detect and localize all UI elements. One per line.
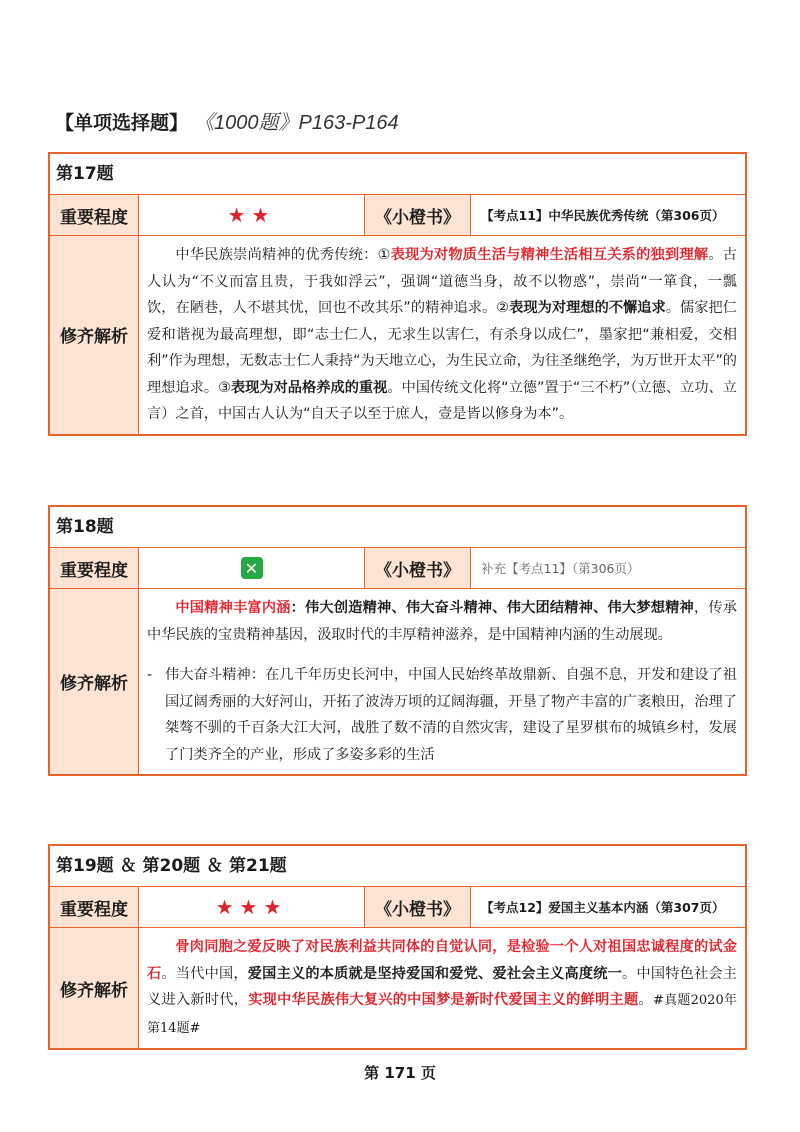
bold-text: 表现为对理想的不懈追求 bbox=[509, 300, 666, 316]
analysis-row bbox=[50, 589, 745, 774]
star-rating: ★★★ bbox=[139, 887, 365, 927]
exam-note: #真题2020年第14题# bbox=[147, 993, 737, 1036]
text-segment: 。儒家把仁爱和谐视为最高理想，即“志士仁人，无求生以害仁，有杀身以成仁”，墨家把“兼相爱，交相利”作为理想，无数志士仁人秉持“为天地立心，为生民立命，为往圣继绝学，为万世开太平”的理想追求。③ bbox=[147, 300, 737, 396]
bullet-text: 伟大奋斗精神：在几千年历史长河中，中国人民始终革故鼎新、自强不息，开发和建设了祖国辽阔秀丽的大好河山，开拓了波涛万顷的辽阔海疆，开垦了物产丰富的广袤粮田，治理了桀骜不驯的千百条大江大河，战胜了数不清的自然灾害，建设了星罗棋布的城镇乡村，发展了门类齐全的产业，形成了多姿多彩的生活 bbox=[165, 667, 737, 763]
cross-mark-icon: ✕ bbox=[241, 557, 263, 579]
importance-label: 重要程度 bbox=[50, 887, 139, 927]
highlight-text: 骨肉同胞之爱反映了对民族利益共同体的自觉认同，是检验一个人对祖国忠诚程度的试金石 bbox=[147, 939, 737, 982]
analysis-label: 修齐解析 bbox=[50, 928, 139, 1048]
reference-text: 【考点12】爱国主义基本内涵（第307页） bbox=[481, 900, 725, 915]
text-segment: ，传承中华民族的宝贵精神基因，汲取时代的丰厚精神滋养，是中国精神内涵的生动展现。 bbox=[147, 600, 737, 643]
analysis-label: 修齐解析 bbox=[50, 589, 139, 774]
highlight-text: 中国精神丰富内涵 bbox=[175, 600, 291, 616]
book-label: 《小橙书》 bbox=[365, 548, 471, 588]
question-type: 【单项选择题】 bbox=[55, 112, 189, 134]
analysis-paragraph bbox=[147, 934, 737, 1042]
question-card-19-21 bbox=[48, 844, 747, 1050]
star-rating: ★★ bbox=[139, 195, 365, 235]
bullet-item bbox=[147, 662, 737, 768]
importance-cell bbox=[139, 548, 365, 588]
text-segment: 。 bbox=[638, 992, 653, 1008]
analysis-body bbox=[139, 236, 745, 434]
question-card-17 bbox=[48, 152, 747, 436]
analysis-label: 修齐解析 bbox=[50, 236, 139, 434]
text-segment: 。中国传统文化将“立德”置于“三不朽”（立德、立功、立言）之首，中国古人认为“自天子以至于庶人，壹是皆以修身为本”。 bbox=[147, 379, 737, 422]
analysis-body bbox=[139, 928, 745, 1048]
analysis-row bbox=[50, 236, 745, 434]
analysis-paragraph bbox=[147, 595, 737, 648]
section-heading bbox=[55, 106, 399, 135]
text-segment: 。古人认为“不义而富且贵，于我如浮云”，强调“道德当身，故不以物惑”，崇尚“一箪食，一瓢饮，在陋巷，人不堪其忧，回也不改其乐”的精神追求。② bbox=[147, 247, 737, 316]
bold-text: 表现为对品格养成的重视 bbox=[230, 379, 388, 396]
text-segment: 中华民族崇尚精神的优秀传统：① bbox=[175, 247, 391, 263]
reference-text: 【考点11】中华民族优秀传统（第306页） bbox=[481, 208, 725, 223]
book-label: 《小橙书》 bbox=[365, 195, 471, 235]
text-segment: 。中国特色社会主义进入新时代， bbox=[147, 965, 737, 1008]
text-segment: 。当代中国， bbox=[161, 965, 248, 982]
importance-row bbox=[50, 887, 745, 928]
highlight-text: 实现中华民族伟大复兴的中国梦是新时代爱国主义的鲜明主题 bbox=[248, 992, 639, 1008]
question-title: 第17题 bbox=[50, 154, 745, 195]
question-card-18 bbox=[48, 505, 747, 776]
analysis-paragraph bbox=[147, 242, 737, 428]
bold-text: 爱国主义的本质就是坚持爱国和爱党、爱社会主义高度统一 bbox=[247, 965, 623, 982]
importance-row bbox=[50, 548, 745, 589]
question-title: 第19题 ＆ 第20题 ＆ 第21题 bbox=[50, 846, 745, 887]
bold-text: 伟大创造精神、伟大奋斗精神、伟大团结精神、伟大梦想精神 bbox=[305, 600, 694, 616]
page-number: 第 171 页 bbox=[364, 1064, 436, 1082]
bullet-dash: - bbox=[147, 667, 153, 683]
importance-label: 重要程度 bbox=[50, 548, 139, 588]
reference-text: 补充【考点11】（第306页） bbox=[481, 561, 640, 576]
importance-label: 重要程度 bbox=[50, 195, 139, 235]
importance-row bbox=[50, 195, 745, 236]
book-label: 《小橙书》 bbox=[365, 887, 471, 927]
question-title: 第18题 bbox=[50, 507, 745, 548]
analysis-row bbox=[50, 928, 745, 1048]
highlight-text: 表现为对物质生活与精神生活相互关系的独到理解 bbox=[390, 247, 709, 263]
analysis-body bbox=[139, 589, 745, 774]
source-reference: 《1000题》P163-P164 bbox=[194, 112, 399, 134]
text-segment: ： bbox=[290, 600, 306, 616]
